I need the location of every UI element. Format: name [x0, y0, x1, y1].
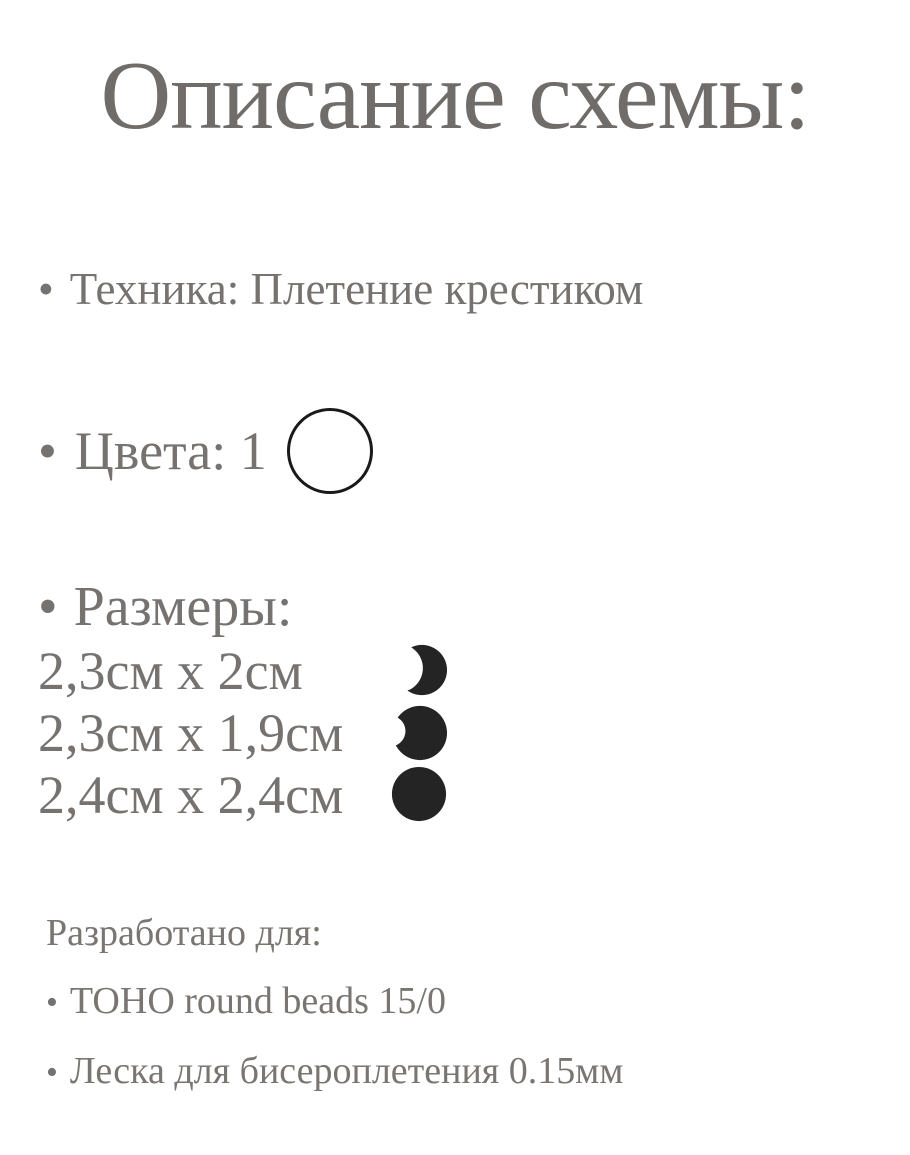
bullet-icon: • — [46, 1054, 58, 1091]
size-dimensions: 2,4см x 2,4см — [38, 765, 344, 825]
colors-row — [38, 405, 373, 497]
page-title: Описание схемы: — [100, 42, 810, 150]
size-row — [38, 764, 448, 826]
developed-item — [46, 978, 623, 1026]
developed-item — [46, 1048, 623, 1096]
size-dimensions: 2,3см x 2см — [38, 641, 303, 701]
crescent-moon-icon — [390, 642, 448, 700]
full-moon-icon — [390, 766, 448, 824]
size-row — [38, 702, 448, 764]
developed-item-text: TOHO round beads 15/0 — [69, 980, 446, 1022]
colors-label: Цвета: 1 — [74, 421, 267, 481]
gibbous-moon-icon — [390, 704, 448, 762]
size-dimensions: 2,3см x 1,9см — [38, 703, 344, 763]
size-row — [38, 640, 448, 702]
bullet-icon: • — [38, 576, 58, 638]
developed-for-label: Разработано для: — [46, 912, 322, 954]
bullet-icon: • — [46, 984, 58, 1021]
technique-text: Техника: Плетение крестиком — [69, 264, 644, 314]
sizes-label: Размеры: — [73, 576, 293, 638]
bullet-icon: • — [38, 264, 54, 314]
sizes-header — [38, 574, 448, 640]
bullet-icon: • — [38, 421, 57, 481]
developed-item-text: Леска для бисероплетения 0.15мм — [69, 1050, 624, 1092]
sizes-block — [38, 574, 448, 826]
developed-for-block — [46, 910, 623, 1118]
white-bead-circle-icon — [287, 408, 373, 494]
technique-row — [38, 263, 643, 315]
